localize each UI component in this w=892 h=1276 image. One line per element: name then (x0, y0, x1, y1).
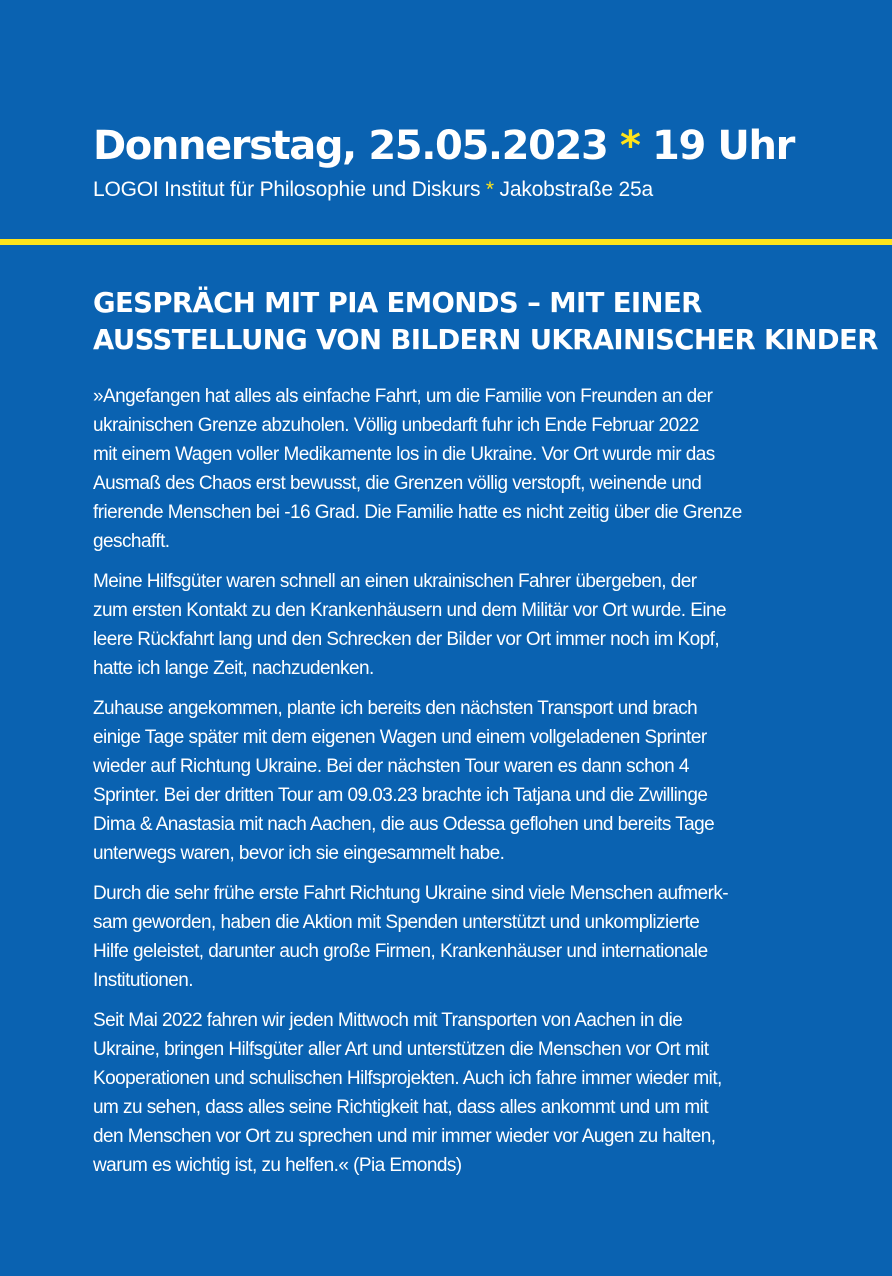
paragraph-4 (93, 879, 813, 995)
event-venue (93, 175, 873, 205)
talk-title (93, 285, 878, 359)
text-line: warum es wichtig ist, zu helfen.« (Pia Emonds) (93, 1155, 462, 1176)
text-line: Dima & Anastasia mit nach Aachen, die aus Odessa geflohen und bereits Tage (93, 814, 715, 835)
text-line: Durch die sehr frühe erste Fahrt Richtung Ukraine sind viele Menschen aufmerk- (93, 883, 729, 904)
text-line: Institutionen. (93, 970, 194, 991)
text-line: zum ersten Kontakt zu den Krankenhäusern und dem Militär vor Ort wurde. Eine (93, 600, 727, 621)
text-line: geschafft. (93, 531, 170, 552)
venue-name: LOGOI Institut für Philosophie und Diskurs (93, 178, 481, 201)
text-line: Kooperationen und schulischen Hilfsprojekten. Auch ich fahre immer wieder mit, (93, 1068, 722, 1089)
venue-address: Jakobstraße 25a (499, 178, 653, 201)
text-line: mit einem Wagen voller Medikamente los in die Ukraine. Vor Ort wurde mir das (93, 444, 715, 465)
text-line: Meine Hilfsgüter waren schnell an einen ukrainischen Fahrer übergeben, der (93, 571, 697, 592)
talk-title-line-1: GESPRÄCH MIT PIA EMONDS – MIT EINER (93, 287, 702, 319)
event-date: Donnerstag, 25.05.2023 (93, 123, 608, 169)
text-line: Sprinter. Bei der dritten Tour am 09.03.23 brachte ich Tatjana und die Zwillinge (93, 785, 708, 806)
paragraph-1 (93, 382, 813, 556)
talk-title-line-2: AUSSTELLUNG VON BILDERN UKRAINISCHER KINDER (93, 324, 878, 356)
event-header (93, 122, 873, 205)
text-line: unterwegs waren, bevor ich sie eingesammelt habe. (93, 843, 505, 864)
text-line: hatte ich lange Zeit, nachzudenken. (93, 658, 374, 679)
paragraph-2 (93, 567, 813, 683)
text-line: Ukraine, bringen Hilfsgüter aller Art und unterstützen die Menschen vor Ort mit (93, 1039, 709, 1060)
text-line: Seit Mai 2022 fahren wir jeden Mittwoch mit Transporten von Aachen in die (93, 1010, 683, 1031)
quote-body (93, 382, 813, 1191)
text-line: »Angefangen hat alles als einfache Fahrt, um die Familie von Freunden an der (93, 386, 713, 407)
text-line: Ausmaß des Chaos erst bewusst, die Grenzen völlig verstopft, weinende und (93, 473, 702, 494)
text-line: einige Tage später mit dem eigenen Wagen und einem vollgeladenen Sprinter (93, 727, 707, 748)
text-line: Zuhause angekommen, plante ich bereits den nächsten Transport und brach (93, 698, 698, 719)
text-line: ukrainischen Grenze abzuholen. Völlig unbedarft fuhr ich Ende Februar 2022 (93, 415, 699, 436)
text-line: frierende Menschen bei -16 Grad. Die Familie hatte es nicht zeitig über die Grenze (93, 502, 742, 523)
paragraph-5 (93, 1006, 813, 1180)
paragraph-3 (93, 694, 813, 868)
text-line: sam geworden, haben die Aktion mit Spenden unterstützt und unkomplizierte (93, 912, 700, 933)
text-line: um zu sehen, dass alles seine Richtigkeit hat, dass alles ankommt und um mit (93, 1097, 709, 1118)
yellow-divider (0, 239, 892, 245)
text-line: Hilfe geleistet, darunter auch große Firmen, Krankenhäuser und internationale (93, 941, 708, 962)
venue-star-separator: * (485, 178, 494, 201)
event-date-time (93, 122, 873, 170)
event-time: 19 Uhr (652, 123, 794, 169)
text-line: leere Rückfahrt lang und den Schrecken der Bilder vor Ort immer noch im Kopf, (93, 629, 720, 650)
text-line: wieder auf Richtung Ukraine. Bei der nächsten Tour waren es dann schon 4 (93, 756, 689, 777)
text-line: den Menschen vor Ort zu sprechen und mir immer wieder vor Augen zu halten, (93, 1126, 716, 1147)
star-separator: * (619, 123, 640, 169)
